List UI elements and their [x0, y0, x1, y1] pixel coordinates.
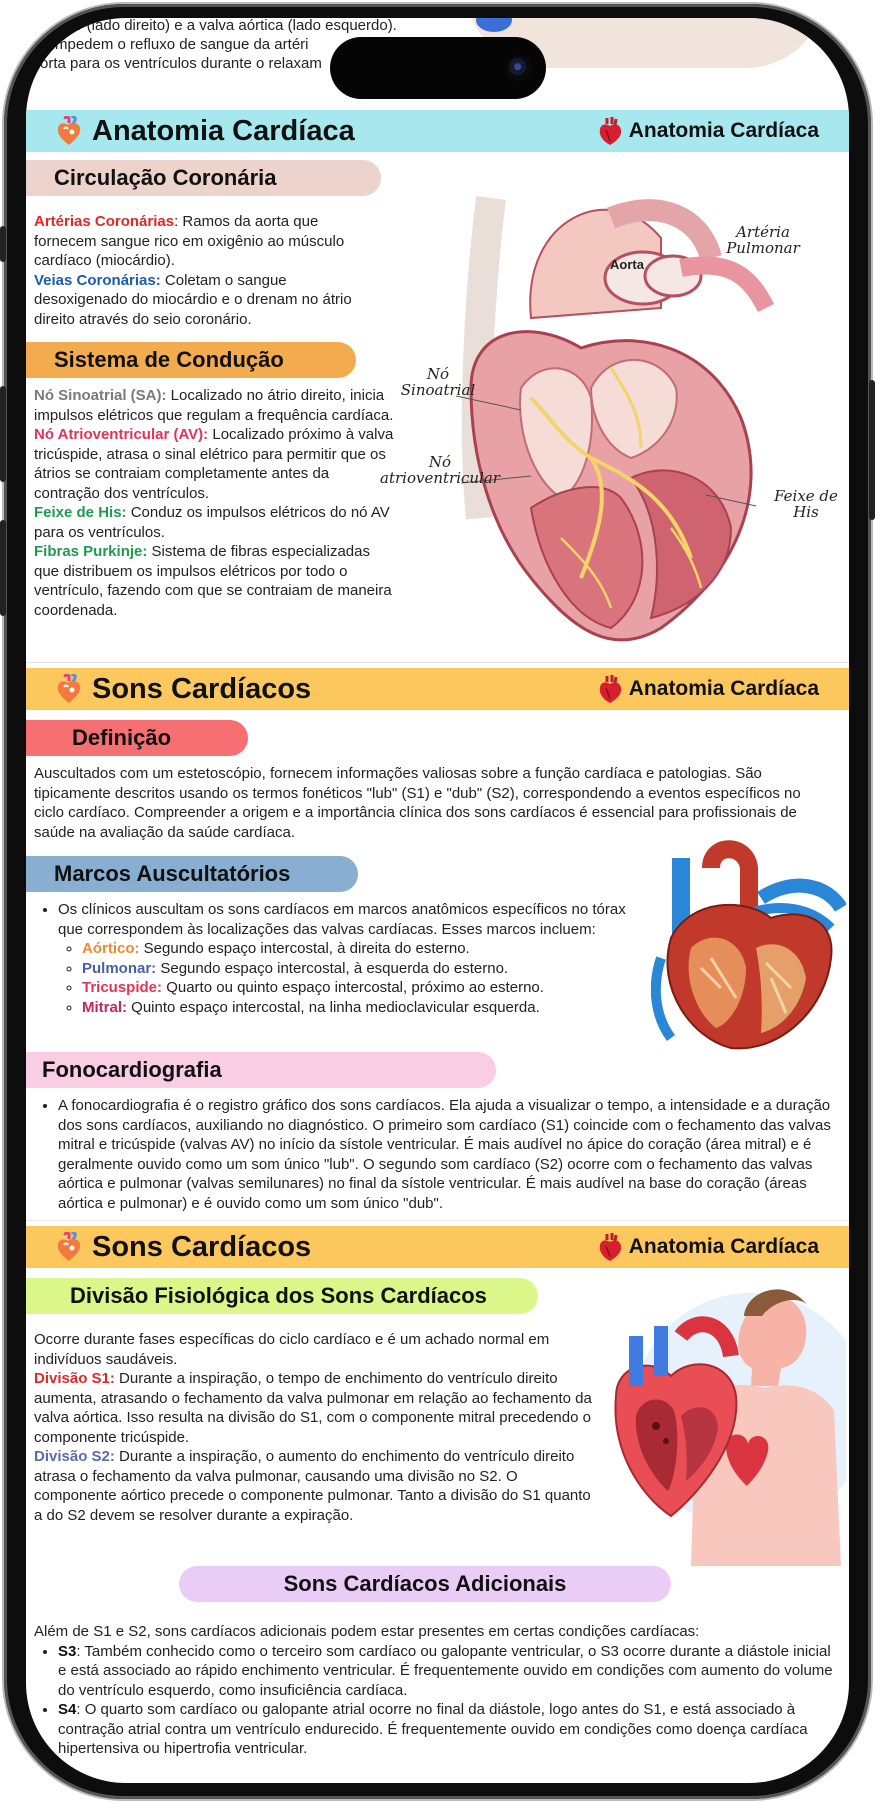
anatomical-heart-icon	[597, 116, 623, 146]
label-pulmonary-artery	[718, 224, 808, 256]
additional-sounds-text	[34, 1622, 840, 1759]
heading-coronary-circulation	[26, 160, 381, 196]
banner-brand: Anatomia Cardíaca	[628, 677, 819, 700]
anatomical-heart-icon	[597, 674, 623, 704]
heading-text: Divisão Fisiológica dos Sons Cardíacos	[70, 1283, 487, 1308]
label-av-line2: atrioventricular	[380, 469, 500, 487]
top-line-2: s impedem o refluxo de sangue da artéri	[40, 36, 309, 53]
heading-text: Sons Cardíacos Adicionais	[283, 1571, 567, 1596]
term-s1-split: Divisão S1:	[34, 1370, 115, 1387]
heading-text: Marcos Auscultatórios	[54, 861, 291, 886]
heading-conduction-system	[26, 342, 356, 378]
term-sa-node: Nó Sinoatrial (SA):	[34, 387, 167, 404]
term-coronary-veins: Veias Coronárias:	[34, 271, 161, 289]
text-sa-node: Localizado no átrio direito, inicia impulsos elétricos que regulam a frequência cardíaca.	[34, 387, 394, 424]
section-divider	[26, 662, 849, 663]
screen[interactable]	[26, 18, 849, 1783]
conduction-text	[34, 386, 399, 620]
term-mitral: Mitral:	[82, 998, 127, 1016]
text-s4: : O quarto som cardíaco ou galopante atrial ocorre no final da diástole, logo antes do S1, e está associado à contração atrial contra um ventrículo endurecido. É frequentemente ouvido em condições como doença cardíaca hipertensiva ou hipertrofia ventricular.	[58, 1701, 808, 1757]
heading-auscultatory-landmarks	[26, 856, 358, 892]
label-his-bundle	[766, 488, 846, 520]
volume-up-button[interactable]	[0, 386, 6, 482]
text-coronary-arteries: : Ramos da aorta que fornecem sangue rico em oxigênio ao músculo cardíaco (miocárdio).	[34, 213, 345, 269]
section-banner-anatomy	[26, 110, 849, 152]
label-sa-node	[398, 366, 478, 398]
heart-cartoon-icon	[56, 1232, 82, 1262]
text-aortic: Segundo espaço intercostal, à direita do esterno.	[139, 940, 470, 957]
anatomical-heart-icon	[597, 1232, 623, 1262]
landmarks-intro	[58, 900, 634, 1017]
heading-text: Circulação Coronária	[54, 165, 277, 190]
phonocardiography-text	[34, 1096, 840, 1213]
top-line-1: monar (lado direito) e a valva aórtica (lado esquerdo).	[40, 18, 397, 34]
term-pulmonary: Pulmonar:	[82, 959, 157, 977]
label-sa-line1: Nó	[426, 365, 450, 383]
term-s3: S3	[58, 1642, 77, 1660]
list-item	[82, 959, 634, 979]
text-his-bundle: Conduz os impulsos elétricos do nó AV para os ventrículos.	[34, 504, 390, 541]
section-divider	[26, 1220, 849, 1221]
term-s2-split: Divisão S2:	[34, 1448, 115, 1465]
list-item	[82, 978, 634, 998]
term-his-bundle: Feixe de His:	[34, 504, 127, 521]
label-sa-line2: Sinoatrial	[400, 381, 476, 399]
split-intro: Ocorre durante fases específicas do ciclo cardíaco e é um achado normal em indivíduos saudáveis.	[34, 1331, 550, 1368]
term-av-node: Nó Atrioventricular (AV):	[34, 426, 209, 443]
label-his-line2: His	[793, 503, 819, 521]
term-s4: S4	[58, 1701, 77, 1718]
term-tricuspid: Tricuspide:	[82, 979, 163, 996]
phonocardiography-paragraph: • A fonocardiografia é o registro gráfico dos sons cardíacos. Ela ajuda a visualizar o tempo, a intensidade e a duração dos sons cardíacos, auxiliando no diagnóstico. O primeiro som cardíaco (S1) coincide com o fechamento das valvas mitral e tricúspide (valvas AV) no início da sístole ventricular. É mais audível no ápice do coração (área mitral) e é geralmente ouvido como um som único "lub". O segundo som cardíaco (S2) ocorre com o fechamento das valvas aórtica e pulmonar (valvas semilunares) no final da sístole ventricular. É mais audível na base do coração (áreas aórtica e pulmonar) e é ouvido como um som único "dub".	[58, 1096, 840, 1213]
volume-down-button[interactable]	[0, 520, 6, 616]
text-coronary-veins: Coletam o sangue desoxigenado do miocárdio e o drenam no átrio direito através do seio coronário.	[34, 271, 352, 328]
physiological-split-text	[34, 1330, 594, 1525]
section-banner-heart-sounds-2	[26, 1226, 849, 1268]
list-item	[58, 1700, 840, 1759]
text-s2-split: Durante a inspiração, o aumento do enchimento do ventrículo direito atrasa o fechamento da valva pulmonar, causando uma divisão no S2. O componente aórtico precede o componente pulmonar. Tanto a divisão do S1 quanto a do S2 devem se resolver durante a expiração.	[34, 1448, 591, 1524]
camera-icon	[506, 55, 532, 81]
term-purkinje: Fibras Purkinje:	[34, 543, 148, 560]
list-item	[58, 1642, 840, 1701]
coronary-text	[34, 212, 384, 329]
list-item	[82, 939, 634, 959]
banner-title: Sons Cardíacos	[92, 672, 312, 705]
definition-text	[34, 764, 834, 842]
text-mitral: Quinto espaço intercostal, na linha medioclavicular esquerda.	[127, 998, 540, 1016]
heart-cartoon-icon	[56, 674, 82, 704]
landmarks-intro-text: Os clínicos auscultam os sons cardíacos em marcos anatômicos específicos no tórax que correspondem às localizações das valvas cardíacas. Esses marcos incluem:	[58, 901, 626, 938]
top-line-3: orta para os ventrículos durante o relaxam	[40, 55, 322, 72]
text-s1-split: Durante a inspiração, o tempo de enchimento do ventrículo direito aumenta, atrasando o fechamento da valva pulmonar em relação ao fechamento da valva aórtica. Isso resulta na divisão do S1, com o componente mitral precedendo o componente tricúspide.	[34, 1370, 592, 1446]
banner-brand: Anatomia Cardíaca	[628, 1235, 819, 1258]
label-his-line1: Feixe de	[774, 487, 838, 505]
text-pulmonary: Segundo espaço intercostal, à esquerda do esterno.	[156, 959, 509, 977]
heading-definition	[26, 720, 248, 756]
text-purkinje: Sistema de fibras especializadas que distribuem os impulsos elétricos por todo o ventrículo, fazendo com que se contraiam de maneira coordenada.	[34, 543, 392, 619]
heading-physiological-split	[26, 1278, 538, 1314]
label-av-line1: Nó	[428, 453, 452, 471]
label-pulmonary-line1: Artéria	[736, 223, 790, 241]
section-banner-heart-sounds	[26, 668, 849, 710]
landmarks-text	[34, 900, 634, 1017]
power-button[interactable]	[869, 380, 875, 520]
definition-paragraph: Auscultados com um estetoscópio, fornecem informações valiosas sobre a função cardíaca e patologias. São tipicamente descritos usando os termos fonéticos "lub" (S1) e "dub" (S2), correspondendo a eventos específicos no ciclo cardíaco. Compreender a origem e a importância clínica dos sons cardíacos é essencial para profissionais de saúde na avaliação da saúde cardíaca.	[34, 765, 801, 841]
list-item	[82, 998, 634, 1018]
heading-additional-sounds	[179, 1566, 671, 1602]
term-coronary-arteries: Artérias Coronárias	[34, 213, 175, 230]
heart-cartoon-icon	[56, 116, 82, 146]
label-pulmonary-line2: Pulmonar	[726, 239, 800, 257]
heading-text: Fonocardiografia	[42, 1057, 222, 1082]
text-s3: : Também conhecido como o terceiro som cardíaco ou galopante ventricular, o S3 ocorre durante a diástole inicial e está associado ao rápido enchimento ventricular. É frequentemente ouvido em condições com aumento do volume do ventrículo esquerdo, como insuficiência cardíaca.	[58, 1642, 833, 1699]
label-aorta: Aorta	[610, 257, 644, 272]
heading-text: Sistema de Condução	[54, 347, 284, 372]
additional-intro: Além de S1 e S2, sons cardíacos adicionais podem estar presentes em certas condições cardíacas:	[34, 1623, 700, 1640]
action-button[interactable]	[0, 226, 6, 262]
banner-title: Sons Cardíacos	[92, 1230, 312, 1263]
text-tricuspid: Quarto ou quinto espaço intercostal, próximo ao esterno.	[162, 979, 544, 996]
heart-anatomy-illustration	[651, 838, 846, 1053]
heading-text: Definição	[72, 725, 172, 750]
label-av-node	[380, 454, 500, 486]
banner-brand: Anatomia Cardíaca	[628, 119, 819, 142]
banner-title: Anatomia Cardíaca	[92, 114, 355, 147]
heading-phonocardiography	[26, 1052, 496, 1088]
dynamic-island	[330, 37, 546, 99]
heart-person-illustration	[586, 1276, 846, 1566]
text-av-node: Localizado próximo à valva tricúspide, atrasa o sinal elétrico para permitir que os átrios se contraiam completamente antes da contração dos ventrículos.	[34, 426, 394, 502]
term-aortic: Aórtico:	[82, 940, 140, 957]
